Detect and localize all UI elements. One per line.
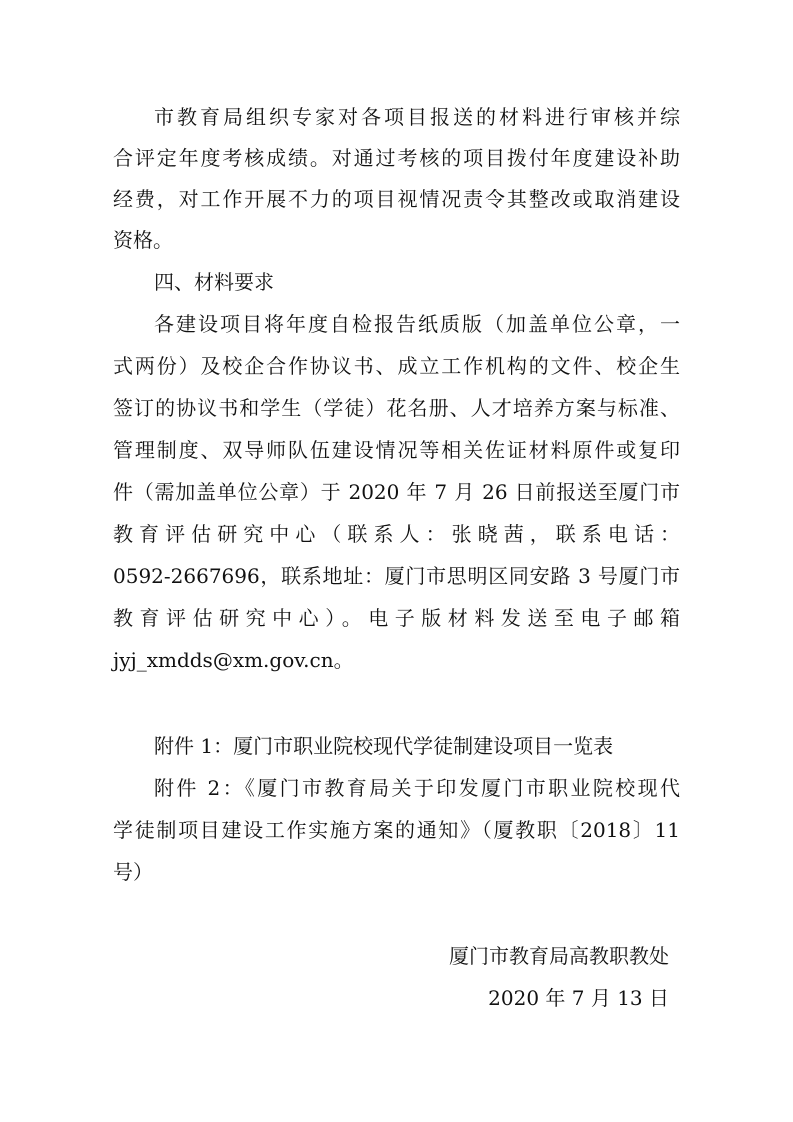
attachment-2-line-2: 学徒制项目建设工作实施方案的通知》（厦教职〔2018〕11 <box>113 818 680 842</box>
paragraph-materials-line-7: 0592-2667696，联系地址：厦门市思明区同安路 3 号厦门市 <box>113 564 680 588</box>
paragraph-materials-line-8: 教育评估研究中心）。电子版材料发送至电子邮箱 <box>113 606 680 630</box>
signature-date: 2020 年 7 月 13 日 <box>488 986 669 1010</box>
paragraph-review-line-1: 市教育局组织专家对各项目报送的材料进行审核并综 <box>154 105 680 129</box>
paragraph-review-line-3: 经费，对工作开展不力的项目视情况责令其整改或取消建设 <box>113 187 680 211</box>
paragraph-materials-line-3: 签订的协议书和学生（学徒）花名册、人才培养方案与标准、 <box>113 396 680 420</box>
paragraph-materials-line-5: 件（需加盖单位公章）于 2020 年 7 月 26 日前报送至厦门市 <box>113 480 680 504</box>
paragraph-materials-line-1: 各建设项目将年度自检报告纸质版（加盖单位公章，一 <box>154 312 680 336</box>
paragraph-materials-line-2: 式两份）及校企合作协议书、成立工作机构的文件、校企生 <box>113 354 680 378</box>
signature-organization: 厦门市教育局高教职教处 <box>449 944 669 968</box>
attachment-1: 附件 1：厦门市职业院校现代学徒制建设项目一览表 <box>154 734 614 758</box>
paragraph-review-line-4: 资格。 <box>113 228 173 252</box>
attachment-2-line-1: 附件 2：《厦门市教育局关于印发厦门市职业院校现代 <box>154 776 680 800</box>
paragraph-materials-line-4: 管理制度、双导师队伍建设情况等相关佐证材料原件或复印 <box>113 438 680 462</box>
section-heading-materials: 四、材料要求 <box>154 270 274 294</box>
paragraph-review-line-2: 合评定年度考核成绩。对通过考核的项目拨付年度建设补助 <box>113 146 680 170</box>
paragraph-materials-line-6: 教育评估研究中心（联系人：张晓茜，联系电话： <box>113 522 680 546</box>
paragraph-materials-email: jyj_xmdds@xm.gov.cn。 <box>113 648 354 672</box>
attachment-2-line-3: 号） <box>113 860 153 884</box>
